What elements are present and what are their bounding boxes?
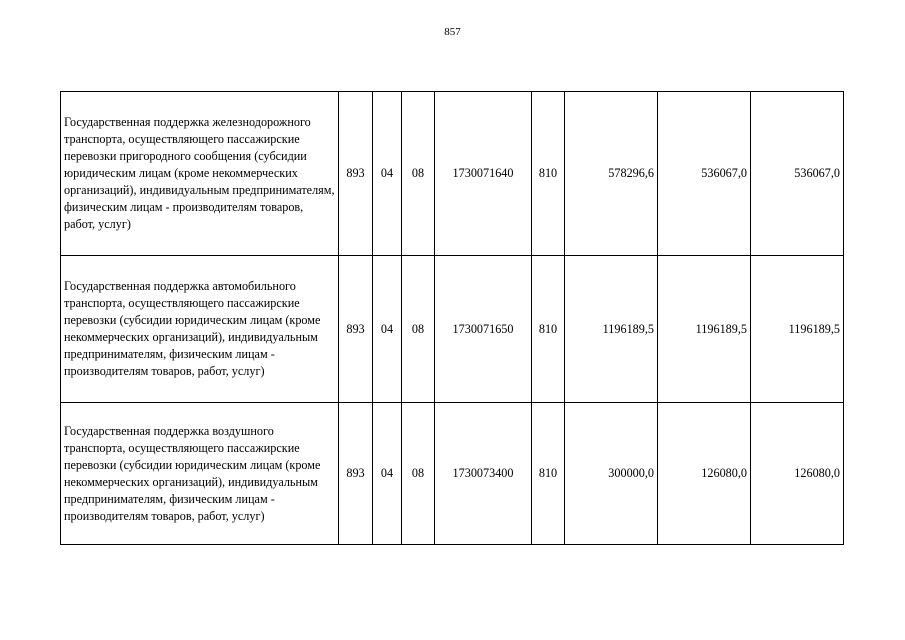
target-article-code: 1730073400 [435, 403, 532, 545]
row-description: Государственная поддержка железнодорожного транспорта, осуществляющего пассажирские перевозки пригородного сообщения (субсидии юридическим лицам (кроме некоммерческих организаций), индивидуальным предпринимателям, физическим лицам - производителям товаров, работ, услуг) [61, 92, 339, 256]
amount-3: 126080,0 [751, 403, 844, 545]
amount-2: 126080,0 [658, 403, 751, 545]
amount-1: 1196189,5 [565, 256, 658, 403]
expense-type-code: 810 [532, 256, 565, 403]
amount-3: 536067,0 [751, 92, 844, 256]
page-number: 857 [444, 26, 461, 38]
target-article-code: 1730071650 [435, 256, 532, 403]
amount-2: 536067,0 [658, 92, 751, 256]
amount-1: 300000,0 [565, 403, 658, 545]
row-description: Государственная поддержка воздушного транспорта, осуществляющего пассажирские перевозки (субсидии юридическим лицам (кроме некоммерческих организаций), индивидуальным предпринимателям, физическим лицам - производителям товаров, работ, услуг) [61, 403, 339, 545]
table-row [61, 256, 844, 403]
ministry-code: 893 [339, 256, 373, 403]
table-row [61, 92, 844, 256]
table-row [61, 403, 844, 545]
budget-table [60, 91, 844, 545]
amount-2: 1196189,5 [658, 256, 751, 403]
target-article-code: 1730071640 [435, 92, 532, 256]
amount-1: 578296,6 [565, 92, 658, 256]
ministry-code: 893 [339, 92, 373, 256]
subsection-code: 08 [402, 256, 435, 403]
section-code: 04 [373, 92, 402, 256]
subsection-code: 08 [402, 92, 435, 256]
ministry-code: 893 [339, 403, 373, 545]
amount-3: 1196189,5 [751, 256, 844, 403]
section-code: 04 [373, 256, 402, 403]
section-code: 04 [373, 403, 402, 545]
row-description: Государственная поддержка автомобильного транспорта, осуществляющего пассажирские перевозки (субсидии юридическим лицам (кроме некоммерческих организаций), индивидуальным предпринимателям, физическим лицам - производителям товаров, работ, услуг) [61, 256, 339, 403]
subsection-code: 08 [402, 403, 435, 545]
expense-type-code: 810 [532, 403, 565, 545]
expense-type-code: 810 [532, 92, 565, 256]
